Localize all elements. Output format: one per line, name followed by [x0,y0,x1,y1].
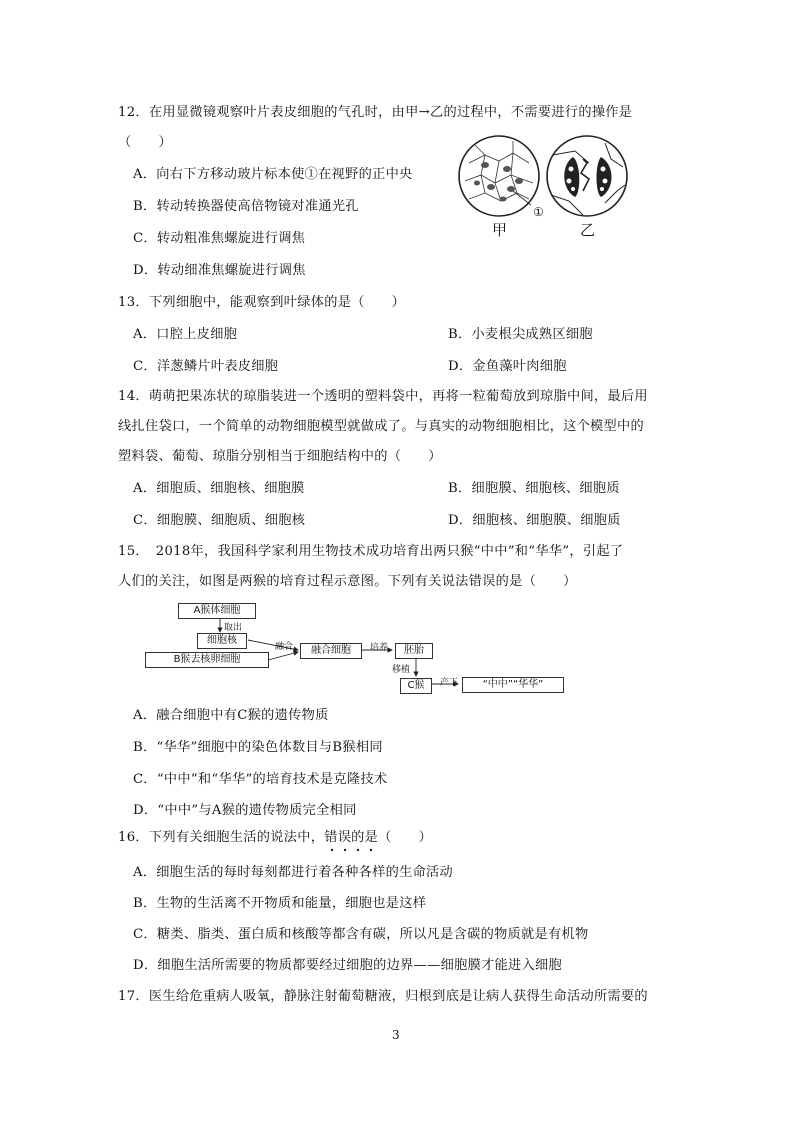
fig-marker-1: ① [533,205,545,219]
flow-fuse-label: 融合 [275,642,294,652]
flow-take-label: 取出 [224,623,243,633]
microscope-figure [455,133,645,241]
page-number: 3 [392,1028,400,1042]
q13-option-d: D．金鱼藻叶肉细胞 [448,359,567,374]
q15-stem-line-2: 人们的关注，如图是两猴的培育过程示意图。下列有关说法错误的是（ ） [118,574,577,589]
q15-option-b: B．“华华”细胞中的染色体数目与B猴相同 [133,740,383,755]
fig-label-yi: 乙 [580,221,596,239]
q13-option-c: C．洋葱鳞片叶表皮细胞 [133,359,279,374]
q12-option-a: A．向右下方移动玻片标本使①在视野的正中央 [133,167,413,182]
q16-stem: 16．下列有关细胞生活的说法中，错误的是（ ） [118,830,433,845]
q16-option-a: A．细胞生活的每时每刻都进行着各种各样的生命活动 [133,865,454,880]
flow-fused-cell: 融合细胞 [300,643,362,659]
flow-nucleus: 细胞核 [197,633,247,649]
q17-stem: 17．医生给危重病人吸氧，静脉注射葡萄糖液，归根到底是让病人获得生命活动所需要的 [118,989,648,1004]
q14-option-b: B．细胞膜、细胞核、细胞质 [448,481,620,496]
flow-result-monkeys: “中中”“华华” [462,677,564,693]
q12-answer-paren: （ ） [118,135,172,150]
q13-option-a: A．口腔上皮细胞 [133,327,238,342]
q14-stem-line-2: 线扎住袋口，一个简单的动物细胞模型就做成了。与真实的动物细胞相比，这个模型中的 [118,419,645,434]
q14-option-a: A．细胞质、细胞核、细胞膜 [133,481,305,496]
flow-culture-label: 培养 [370,643,389,653]
q16-option-b: B．生物的生活离不开物质和能量，细胞也是这样 [133,896,427,911]
flow-b-monkey-egg: B猴去核卵细胞 [145,652,269,668]
q12-stem: 12．在用显微镜观察叶片表皮细胞的气孔时，由甲→乙的过程中，不需要进行的操作是 [118,105,633,120]
q16-option-d: D．细胞生活所需要的物质都要经过细胞的边界——细胞膜才能进入细胞 [133,958,562,973]
q14-option-d: D．细胞核、细胞膜、细胞质 [448,513,621,528]
q14-option-c: C．细胞膜、细胞质、细胞核 [133,513,306,528]
flow-a-monkey-cell: A猴体细胞 [178,603,256,619]
q12-option-b: B．转动转换器使高倍物镜对准通光孔 [133,199,359,214]
emphasis-dots [325,847,385,853]
view-field-jia [459,136,539,216]
flow-transplant-label: 移植 [392,665,411,675]
flow-c-monkey: C猴 [400,678,432,694]
q13-option-b: B．小麦根尖成熟区细胞 [448,327,593,342]
q13-stem: 13．下列细胞中，能观察到叶绿体的是（ ） [118,295,406,310]
q15-option-c: C．“中中”和“华华”的培育技术是克隆技术 [133,772,388,787]
q15-option-a: A．融合细胞中有C猴的遗传物质 [133,708,329,723]
q12-option-d: D．转动细准焦螺旋进行调焦 [133,263,306,278]
q16-option-c: C．糖类、脂类、蛋白质和核酸等都含有碳，所以凡是含碳的物质就是有机物 [133,927,589,942]
flow-embryo: 胚胎 [395,643,433,659]
q14-stem-line-1: 14．萌萌把果冻状的琼脂装进一个透明的塑料袋中，再将一粒葡萄放到琼脂中间，最后用 [118,389,648,404]
q14-stem-line-3: 塑料袋、葡萄、琼脂分别相当于细胞结构中的（ ） [118,449,442,464]
q15-stem-line-1: 15． 2018年，我国科学家利用生物技术成功培育出两只猴“中中”和“华华”，引起了 [118,544,624,559]
q15-option-d: D．“中中”与A猴的遗传物质完全相同 [133,803,357,818]
view-field-yi [547,136,627,216]
q12-option-c: C．转动粗准焦螺旋进行调焦 [133,231,306,246]
fig-label-jia: 甲 [492,221,508,239]
flow-birth-label: 产下 [440,678,459,688]
